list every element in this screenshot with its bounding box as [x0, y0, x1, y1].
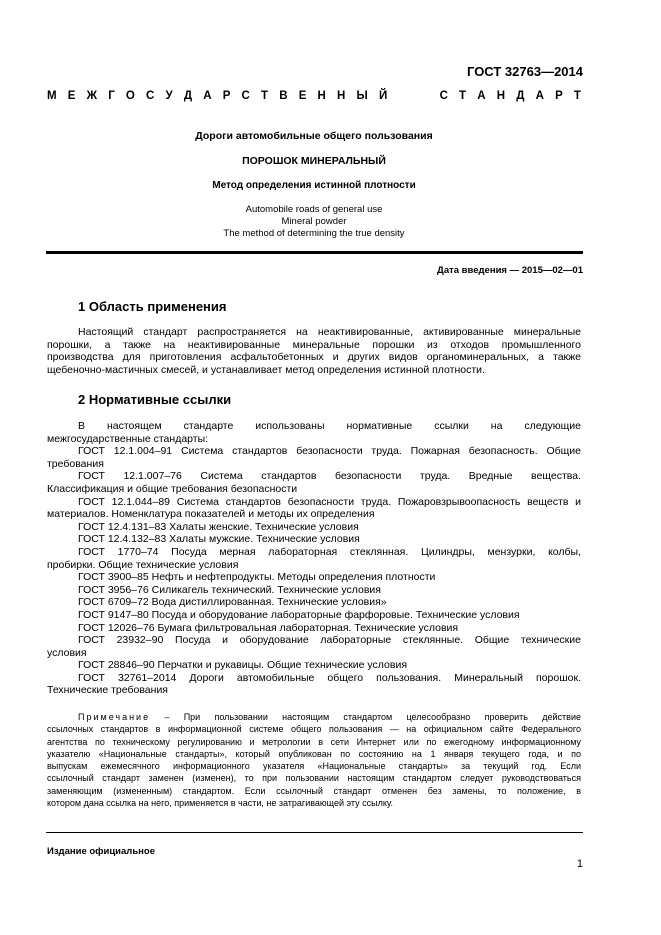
- banner-letter: М: [47, 90, 57, 102]
- section-2-references: [47, 420, 581, 697]
- title-road: Дороги автомобильные общего пользования: [195, 130, 433, 142]
- reference-line: ГОСТ 32761–2014 Дороги автомобильные общего пользования. Минеральный порошок.: [78, 671, 581, 684]
- banner-letter: А: [203, 90, 212, 102]
- text-line: производства для приготовления асфальтобетонных и других видов органоминеральных, а также: [47, 351, 581, 364]
- reference-line: ГОСТ 9147–80 Посуда и оборудование лабораторные фарфоровые. Технические условия: [78, 608, 520, 621]
- interstate-standard-banner: [47, 90, 581, 102]
- note-line: ссылочный стандарт заменен (изменен), то при пользовании настоящим стандартом следует руководствоваться: [47, 773, 581, 784]
- banner-letter: Н: [496, 90, 506, 102]
- note-line: указателю «Национальные стандарты», который опубликован по состоянию на 1 января текущего года, и по: [47, 748, 581, 759]
- banner-letter: Р: [222, 90, 231, 102]
- note-first-line: [47, 711, 581, 723]
- gost-code: ГОСТ 32763—2014: [467, 64, 583, 79]
- title-en-method: The method of determining the true density: [223, 228, 405, 239]
- edition-label: Издание официальное: [47, 846, 155, 857]
- banner-letter: О: [125, 90, 135, 102]
- section-1-heading: 1 Область применения: [78, 299, 227, 314]
- banner-letter: У: [165, 90, 173, 102]
- banner-letter: Т: [573, 90, 581, 102]
- note-line: заменяющим (измененным) стандартом. Если ссылочный стандарт отменен без замены, то положение, в: [47, 785, 581, 796]
- reference-line: ГОСТ 12.1.007–76 Система стандартов безопасности труда. Вредные вещества.: [78, 470, 581, 483]
- reference-line: ГОСТ 12.1.004–91 Система стандартов безопасности труда. Пожарная безопасность. Общие: [78, 445, 581, 458]
- note-label: Примечание: [78, 712, 151, 722]
- reference-line: ГОСТ 3956–76 Силикагель технический. Технические условия: [78, 583, 381, 596]
- banner-letter: С: [241, 90, 250, 102]
- note-line: выпускам ежемесячного информационного указателя «Национальные стандарты» за текущий год. Если: [47, 761, 581, 772]
- reference-line: ГОСТ 23932–90 Посуда и оборудование лабораторные стеклянные. Общие технические: [78, 634, 581, 647]
- intro-date: Дата введения — 2015—02—01: [437, 265, 583, 276]
- banner-letter: А: [477, 90, 486, 102]
- banner-letter: С: [439, 90, 448, 102]
- note-line: агентства по техническому регулированию и метрологии в сети Интернет или по ежегодному информационному: [47, 736, 581, 747]
- title-en-road: Automobile roads of general use: [245, 204, 383, 215]
- text-line: порошки, а также на неактивированные минеральные порошки из отходов промышленного: [47, 338, 581, 351]
- reference-line: ГОСТ 12.4.131–83 Халаты женские. Технические условия: [78, 520, 359, 533]
- title-en-product: Mineral powder: [281, 216, 347, 227]
- section-2-heading: 2 Нормативные ссылки: [78, 392, 232, 407]
- banner-letter: А: [535, 90, 544, 102]
- top-divider: [46, 251, 583, 254]
- reference-line: ГОСТ 12.4.132–83 Халаты мужские. Технические условия: [78, 533, 360, 546]
- banner-letter: Р: [555, 90, 563, 102]
- text-line: щебеночно-мастичных смесей, и устанавливает метод определения истинной плотности.: [47, 363, 485, 376]
- banner-letter: Д: [183, 90, 193, 102]
- text-line: В настоящем стандарте использованы нормативные ссылки на следующие: [78, 420, 581, 432]
- bottom-divider: [46, 832, 583, 833]
- reference-line: материалов. Номенклатура показателей и методы их определения: [47, 508, 375, 521]
- reference-line: Технические требования: [47, 684, 168, 697]
- reference-line: требования: [47, 457, 104, 470]
- reference-line: Классификация и общие требования безопасности: [47, 482, 298, 495]
- banner-letter: Е: [298, 90, 307, 102]
- reference-line: ГОСТ 6709–72 Вода дистиллированная. Технические условия»: [78, 596, 387, 609]
- note-line: котором дана ссылка на него, применяется в части, не затрагивающей эту ссылку.: [47, 798, 393, 809]
- reference-line: ГОСТ 12026–76 Бумага фильтровальная лабораторная. Технические условия: [78, 621, 459, 634]
- note-line: ссылочных стандартов в информационной системе общего пользования — на официальном сайте Федерального: [47, 724, 581, 735]
- reference-line: ГОСТ 3900–85 Нефть и нефтепродукты. Методы определения плотности: [78, 571, 436, 584]
- title-product: ПОРОШОК МИНЕРАЛЬНЫЙ: [242, 155, 386, 167]
- banner-letter: Е: [67, 90, 76, 102]
- banner-letter: Д: [516, 90, 525, 102]
- banner-letter: Г: [108, 90, 115, 102]
- banner-letter: Ж: [86, 90, 98, 102]
- banner-letter: С: [146, 90, 155, 102]
- text-line: межгосударственные стандарты:: [47, 432, 209, 445]
- page-number: 1: [576, 858, 583, 870]
- banner-letter: Т: [459, 90, 467, 102]
- reference-line: ГОСТ 12.1.044–89 Система стандартов безопасности труда. Пожаровзрывоопасность веществ и: [78, 495, 581, 508]
- banner-letter: В: [279, 90, 288, 102]
- title-method: Метод определения истинной плотности: [212, 180, 416, 191]
- banner-letter: Ы: [356, 90, 368, 102]
- banner-word-gap: [398, 90, 428, 102]
- reference-line: ГОСТ 1770–74 Посуда мерная лабораторная стеклянная. Цилиндры, мензурки, колбы,: [78, 545, 581, 558]
- section-1-text: [47, 326, 581, 376]
- banner-letter: Н: [317, 90, 326, 102]
- note-dash: –: [150, 712, 184, 722]
- reference-line: условия: [47, 646, 87, 659]
- reference-line: пробирки. Общие технические условия: [47, 558, 239, 571]
- note: [47, 711, 581, 809]
- banner-letter: Н: [337, 90, 346, 102]
- banner-letter: Й: [378, 90, 388, 102]
- reference-line: ГОСТ 28846–90 Перчатки и рукавицы. Общие технические условия: [78, 659, 408, 672]
- note-first-line-text: При пользовании настоящим стандартом целесообразно проверить действие: [183, 712, 581, 722]
- banner-letter: Т: [261, 90, 269, 102]
- text-line: Настоящий стандарт распространяется на неактивированные, активированные минеральные: [78, 326, 581, 338]
